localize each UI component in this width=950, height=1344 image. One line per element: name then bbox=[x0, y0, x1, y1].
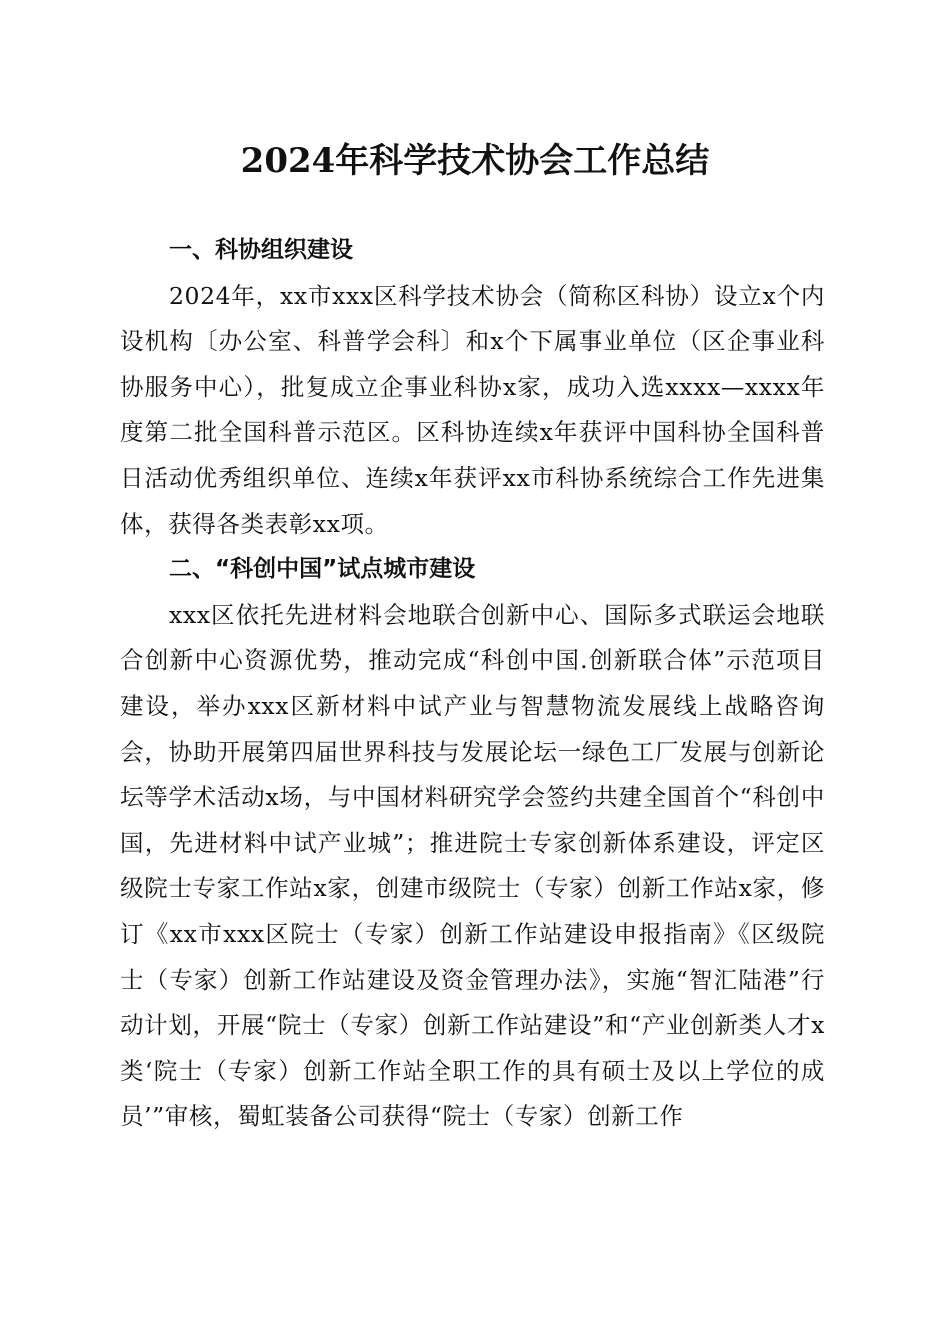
section-1-paragraph: 2024年，xx市xxx区科学技术协会（简称区科协）设立x个内设机构〔办公室、科普学会科〕和x个下属事业单位（区企事业科协服务中心），批复成立企事业科协x家，成功入选xxxx—xxxx年度第二批全国科普示范区。区科协连续x年获评中国科协全国科普日活动优秀组织单位、连续x年获评xx市科协系统综合工作先进集体，获得各类表彰xx项。 bbox=[120, 281, 825, 538]
section-2-heading: 二、“科创中国”试点城市建设 bbox=[169, 556, 476, 583]
section-1-heading: 一、科协组织建设 bbox=[169, 237, 353, 263]
document-body bbox=[120, 228, 825, 1140]
document-title: 2024年科学技术协会工作总结 bbox=[240, 141, 710, 181]
section-2-paragraph: xxx区依托先进材料会地联合创新中心、国际多式联运会地联合创新中心资源优势，推动完成“科创中国.创新联合体”示范项目建设，举办xxx区新材料中试产业与智慧物流发展线上战略咨询会，协助开展第四届世界科技与发展论坛一绿色工厂发展与创新论坛等学术活动x场，与中国材料研究学会签约共建全国首个“科创中国，先进材料中试产业城”；推进院士专家创新体系建设，评定区级院士专家工作站x家，创建市级院士（专家）创新工作站x家，修订《xx市xxx区院士（专家）创新工作站建设申报指南》《区级院士（专家）创新工作站建设及资金管理办法》，实施“智汇陆港”行动计划，开展“院士（专家）创新工作站建设”和“产业创新类人才x类‘院士（专家）创新工作站全职工作的具有硕士及以上学位的成员’”审核，蜀虹装备公司获得“院士（专家）创新工作 bbox=[120, 600, 825, 1131]
